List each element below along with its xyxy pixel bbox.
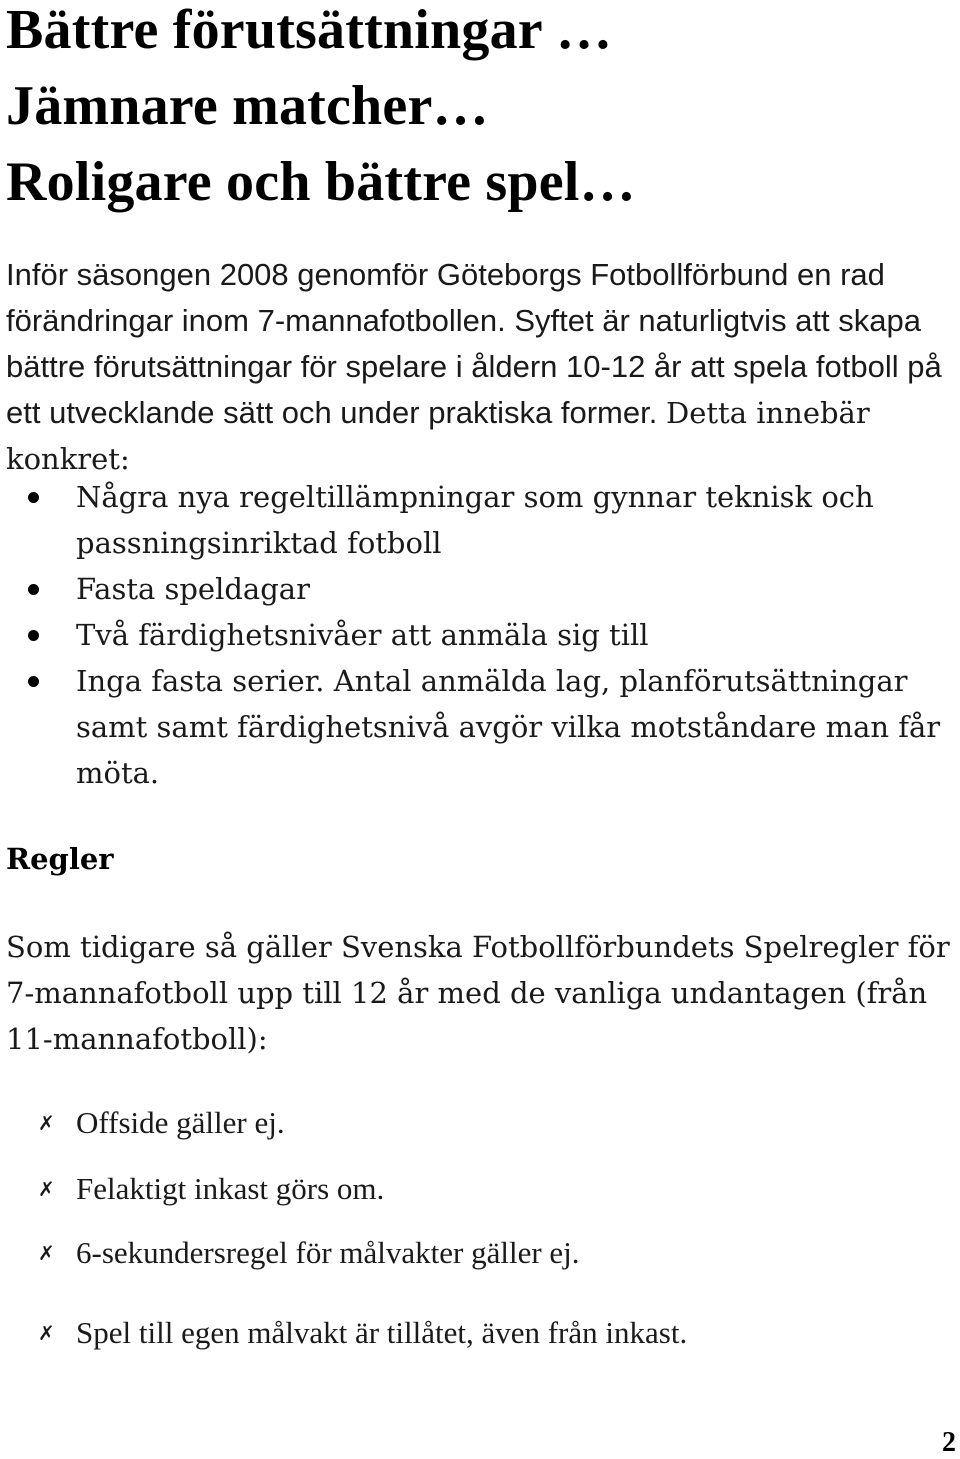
cross-icon: ✗: [38, 1321, 55, 1345]
heading-line-3: Roligare och bättre spel…: [6, 151, 636, 213]
heading-line-1: Bättre förutsättningar …: [6, 0, 613, 61]
intro-text: Inför säsongen 2008 genomför Göteborgs Fotbollförbund en rad förändringar inom 7-mannafotbollen. Syftet är naturligtvis att skapa bättre förutsättningar för spelare i åldern 10-12 år att spela fotboll på ett utvecklande sätt och under praktiska former.: [6, 257, 942, 430]
heading-line-2: Jämnare matcher…: [6, 75, 489, 137]
list-item-text: Offside gäller ej.: [76, 1105, 285, 1140]
list-item-text: Två färdighetsnivåer att anmäla sig till: [76, 618, 649, 652]
bullet-icon: [28, 630, 39, 641]
list-item-text: Några nya regeltillämpningar som gynnar teknisk och passningsinriktad fotboll: [76, 480, 874, 560]
intro-lead-in: Detta innebär konkret:: [6, 396, 870, 476]
list-item-text: Felaktigt inkast görs om.: [76, 1171, 385, 1206]
list-item-text: Fasta speldagar: [76, 572, 310, 606]
change-list: [0, 474, 958, 796]
intro-paragraph: [6, 252, 958, 482]
rules-heading: Regler: [6, 842, 114, 876]
cross-icon: ✗: [38, 1111, 55, 1135]
bullet-icon: [28, 676, 39, 687]
list-item: [0, 474, 958, 566]
list-item: [0, 566, 958, 612]
cross-icon: ✗: [38, 1177, 55, 1201]
cross-icon: ✗: [38, 1241, 55, 1265]
list-item: [0, 612, 958, 658]
list-item-text: Spel till egen målvakt är tillåtet, även från inkast.: [76, 1315, 688, 1350]
page-number: 2: [942, 1427, 956, 1458]
list-item: [0, 658, 958, 796]
bullet-icon: [28, 584, 39, 595]
list-item-text: 6-sekundersregel för målvakter gäller ej.: [76, 1235, 580, 1270]
list-item-text: Inga fasta serier. Antal anmälda lag, planförutsättningar samt samt färdighetsnivå avgör vilka motståndare man får möta.: [76, 664, 941, 790]
rules-intro: Som tidigare så gäller Svenska Fotbollförbundets Spelregler för 7-mannafotboll upp till 12 år med de vanliga undantagen (från 11-mannafotboll):: [6, 930, 950, 1056]
bullet-icon: [28, 492, 39, 503]
